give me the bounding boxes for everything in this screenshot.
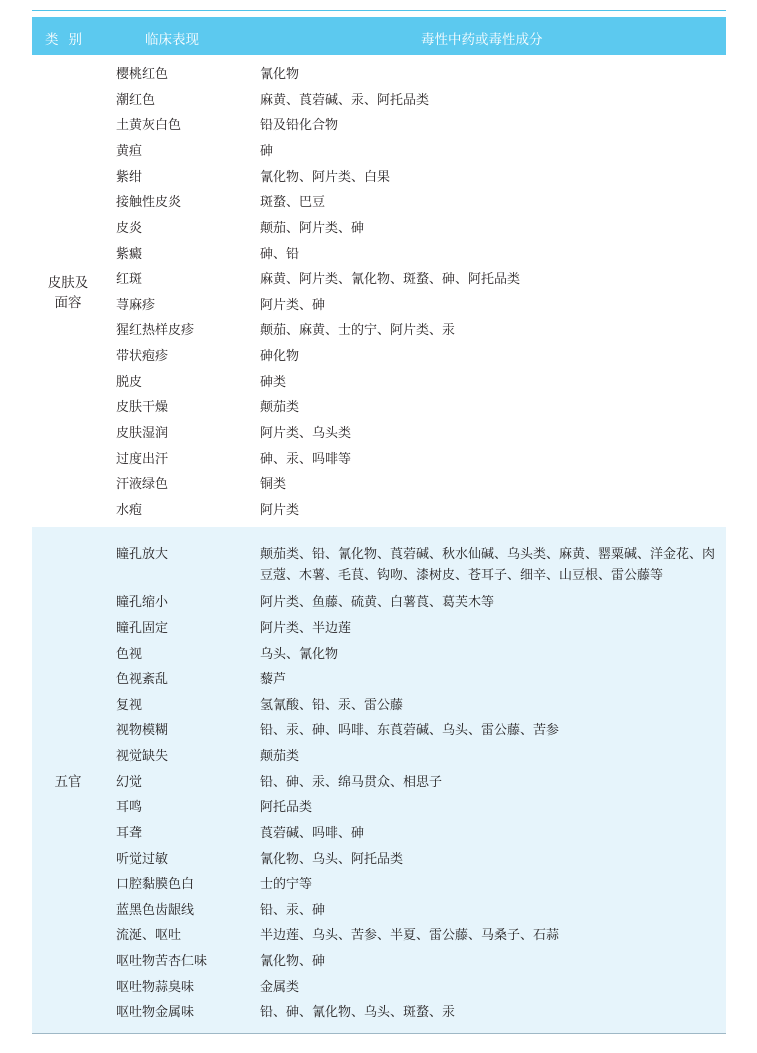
clinical-cell: 水疱 bbox=[116, 503, 143, 518]
clinical-cell: 荨麻疹 bbox=[116, 298, 156, 313]
toxic-cell: 颠茄类 bbox=[260, 400, 300, 415]
clinical-cell: 耳聋 bbox=[116, 826, 143, 841]
toxic-cell: 阿托品类 bbox=[260, 800, 313, 815]
category-label-line2: 面容 bbox=[54, 295, 82, 311]
toxic-cell: 砷类 bbox=[260, 375, 287, 390]
clinical-cell: 猩红热样皮疹 bbox=[116, 323, 195, 338]
clinical-cell: 紫癜 bbox=[116, 247, 143, 262]
toxic-cell: 士的宁等 bbox=[260, 877, 313, 892]
clinical-cell: 过度出汗 bbox=[116, 452, 169, 467]
toxic-cell: 莨菪碱、吗啡、砷 bbox=[260, 826, 365, 841]
toxic-cell: 半边莲、乌头、苦参、半夏、雷公藤、马桑子、石蒜 bbox=[260, 928, 560, 943]
clinical-cell: 瞳孔缩小 bbox=[116, 595, 169, 610]
toxic-cell: 氢氰酸、铅、汞、雷公藤 bbox=[260, 698, 404, 713]
toxic-cell: 阿片类、乌头类 bbox=[260, 426, 352, 441]
toxic-cell: 阿片类、砷 bbox=[260, 298, 326, 313]
clinical-cell: 呕吐物金属味 bbox=[116, 1005, 195, 1020]
clinical-cell: 潮红色 bbox=[116, 93, 156, 108]
clinical-cell: 口腔黏膜色白 bbox=[116, 877, 195, 892]
clinical-cell: 蓝黑色齿龈线 bbox=[116, 903, 195, 918]
category-label: 皮肤及 bbox=[47, 275, 89, 291]
clinical-cell: 黄疸 bbox=[116, 144, 143, 159]
header-category: 类别 bbox=[45, 32, 92, 48]
toxic-cell: 铅及铅化合物 bbox=[260, 118, 339, 133]
toxic-cell: 铅、汞、砷、吗啡、东莨菪碱、乌头、雷公藤、苦参 bbox=[260, 723, 560, 738]
clinical-cell: 皮肤干燥 bbox=[116, 400, 169, 415]
toxic-cell: 乌头、氰化物 bbox=[260, 647, 339, 662]
toxic-cell: 砷 bbox=[260, 144, 274, 159]
clinical-cell: 带状疱疹 bbox=[116, 349, 169, 364]
toxic-cell: 砷、铅 bbox=[260, 247, 300, 262]
toxic-cell: 阿片类 bbox=[260, 503, 300, 518]
clinical-cell: 视觉缺失 bbox=[116, 749, 169, 764]
toxic-cell: 麻黄、阿片类、氰化物、斑蝥、砷、阿托品类 bbox=[260, 272, 521, 287]
toxic-cell: 藜芦 bbox=[260, 672, 287, 687]
clinical-cell: 色视紊乱 bbox=[116, 672, 169, 687]
toxic-cell: 颠茄类、铅、氰化物、莨菪碱、秋水仙碱、乌头类、麻黄、罂粟碱、洋金花、肉豆蔻、木薯、毛茛、钩吻、漆树皮、苍耳子、细辛、山豆根、雷公藤等 bbox=[260, 547, 716, 583]
toxic-cell: 阿片类、鱼藤、硫黄、白薯莨、葛芙木等 bbox=[260, 595, 495, 610]
toxic-cell: 铜类 bbox=[260, 477, 287, 492]
toxic-cell: 氰化物 bbox=[260, 67, 300, 82]
section-five-senses bbox=[32, 527, 726, 1033]
section-skin-face bbox=[32, 55, 726, 527]
toxic-cell: 颠茄、麻黄、士的宁、阿片类、汞 bbox=[260, 323, 456, 338]
bottom-rule bbox=[32, 1033, 726, 1034]
clinical-cell: 樱桃红色 bbox=[116, 67, 169, 82]
top-rule bbox=[32, 10, 726, 11]
clinical-cell: 脱皮 bbox=[116, 375, 143, 390]
clinical-cell: 红斑 bbox=[116, 272, 143, 287]
category-cell bbox=[32, 273, 104, 313]
toxic-cell: 铅、汞、砷 bbox=[260, 903, 326, 918]
toxic-cell: 砷、汞、吗啡等 bbox=[260, 452, 352, 467]
clinical-cell: 幻觉 bbox=[116, 775, 143, 790]
clinical-cell: 接触性皮炎 bbox=[116, 195, 182, 210]
toxic-cell: 颠茄类 bbox=[260, 749, 300, 764]
toxic-cell: 铅、砷、氰化物、乌头、斑蝥、汞 bbox=[260, 1005, 456, 1020]
toxic-cell: 氰化物、阿片类、白果 bbox=[260, 170, 391, 185]
toxic-cell: 砷化物 bbox=[260, 349, 300, 364]
clinical-cell: 视物模糊 bbox=[116, 723, 169, 738]
clinical-cell: 皮肤湿润 bbox=[116, 426, 169, 441]
clinical-cell: 呕吐物苦杏仁味 bbox=[116, 954, 208, 969]
clinical-cell: 瞳孔放大 bbox=[116, 547, 169, 562]
toxic-cell: 阿片类、半边莲 bbox=[260, 621, 352, 636]
toxic-cell: 颠茄、阿片类、砷 bbox=[260, 221, 365, 236]
clinical-cell: 耳鸣 bbox=[116, 800, 143, 815]
toxic-cell: 斑蝥、巴豆 bbox=[260, 195, 326, 210]
clinical-cell: 土黄灰白色 bbox=[116, 118, 182, 133]
clinical-cell: 紫绀 bbox=[116, 170, 143, 185]
clinical-cell: 皮炎 bbox=[116, 221, 143, 236]
clinical-cell: 复视 bbox=[116, 698, 143, 713]
toxic-cell: 氰化物、乌头、阿托品类 bbox=[260, 852, 404, 867]
toxic-cell: 麻黄、莨菪碱、汞、阿托品类 bbox=[260, 93, 430, 108]
table-header bbox=[32, 17, 726, 55]
category-cell bbox=[32, 772, 104, 792]
toxic-cell: 铅、砷、汞、绵马贯众、相思子 bbox=[260, 775, 443, 790]
clinical-cell: 呕吐物蒜臭味 bbox=[116, 980, 195, 995]
clinical-cell: 汗液绿色 bbox=[116, 477, 169, 492]
header-clinical: 临床表现 bbox=[145, 32, 199, 48]
clinical-cell: 色视 bbox=[116, 647, 143, 662]
clinical-cell: 流涎、呕吐 bbox=[116, 928, 182, 943]
clinical-cell: 听觉过敏 bbox=[116, 852, 169, 867]
category-label: 五官 bbox=[54, 774, 82, 790]
header-toxic: 毒性中药或毒性成分 bbox=[421, 32, 543, 48]
clinical-cell: 瞳孔固定 bbox=[116, 621, 169, 636]
toxic-cell: 金属类 bbox=[260, 980, 300, 995]
toxic-cell: 氰化物、砷 bbox=[260, 954, 326, 969]
